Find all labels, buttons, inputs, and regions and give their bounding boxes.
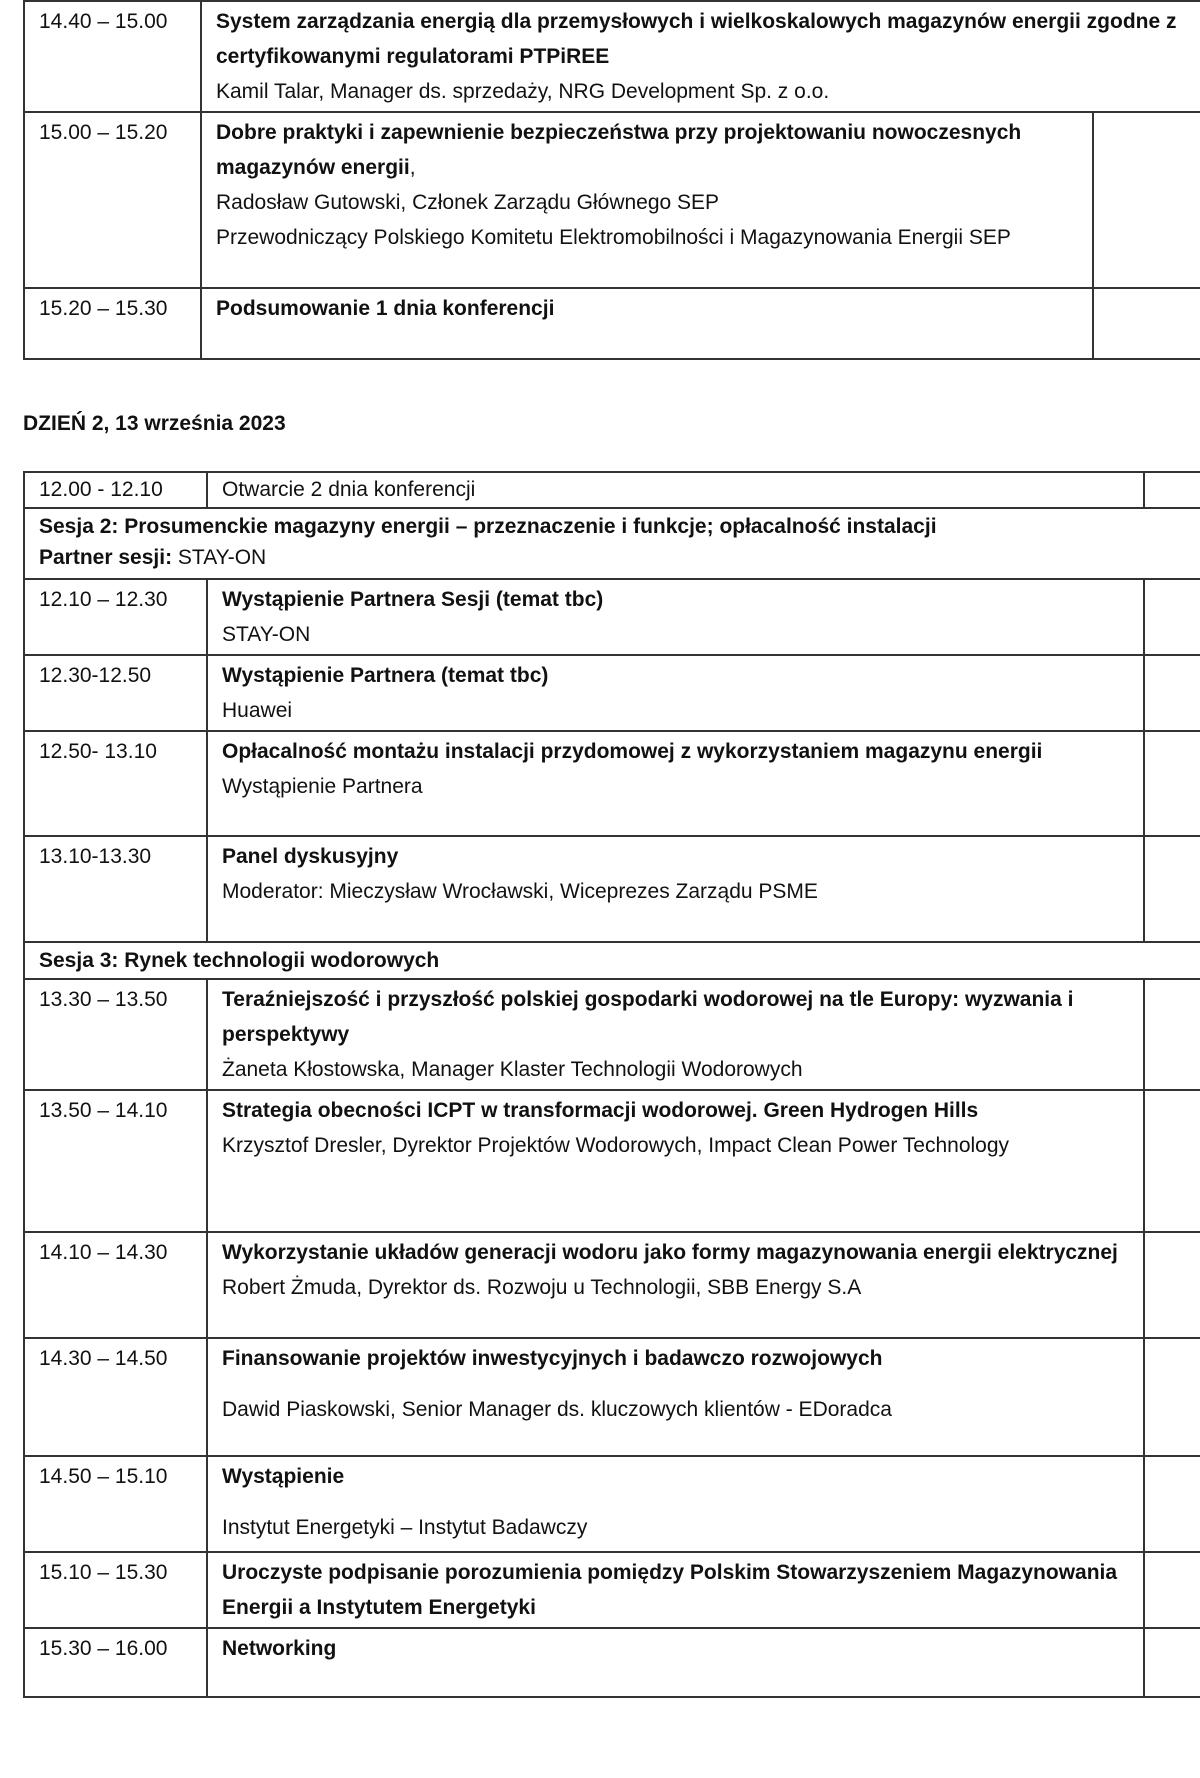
- talk-title: [222, 1631, 1129, 1666]
- speaker-line: Wystąpienie Partnera: [222, 775, 423, 798]
- talk-title: [222, 839, 1129, 874]
- agenda-row: [24, 1628, 1200, 1697]
- content-cell: [207, 1338, 1144, 1456]
- session-title: Sesja 3: Rynek technologii wodorowych: [39, 949, 440, 972]
- empty-cell: [1093, 112, 1200, 288]
- speaker-line: Radosław Gutowski, Członek Zarządu Głównego SEP: [216, 191, 720, 214]
- talk-title: [222, 1093, 1129, 1128]
- talk-title-text: Wykorzystanie układów generacji wodoru jako formy magazynowania energii elektrycznej: [222, 1241, 1118, 1264]
- agenda-row: [24, 112, 1200, 288]
- content-cell: [207, 731, 1144, 836]
- content-cell: [207, 1232, 1144, 1338]
- day1-agenda-table: [23, 0, 1200, 360]
- time-cell: 13.30 – 13.50: [24, 979, 207, 1090]
- time-cell: 14.30 – 14.50: [24, 1338, 207, 1456]
- empty-cell: [1144, 979, 1200, 1090]
- talk-title-text: Opłacalność montażu instalacji przydomowej z wykorzystaniem magazynu energii: [222, 740, 1043, 763]
- empty-cell: [1144, 1338, 1200, 1456]
- day2-agenda-table: [23, 471, 1200, 1698]
- spacer: [222, 1494, 1129, 1510]
- content-cell: [207, 979, 1144, 1090]
- spacer: [222, 1376, 1129, 1392]
- talk-title-text: Teraźniejszość i przyszłość polskiej gospodarki wodorowej na tle Europy: wyzwania i perspektywy: [222, 988, 1074, 1046]
- content-cell: [207, 1090, 1144, 1232]
- session-cell: [24, 942, 1200, 979]
- talk-title: [222, 1555, 1129, 1625]
- speaker-line: Żaneta Kłostowska, Manager Klaster Technologii Wodorowych: [222, 1058, 803, 1081]
- content-cell: [201, 112, 1093, 288]
- talk-title-text: System zarządzania energią dla przemysłowych i wielkoskalowych magazynów energii zgodne z certyfikowanymi regulatorami PTPiREE: [216, 10, 1177, 68]
- speaker-line: Kamil Talar, Manager ds. sprzedaży, NRG Development Sp. z o.o.: [216, 80, 830, 103]
- speaker-line: Przewodniczący Polskiego Komitetu Elektromobilności i Magazynowania Energii SEP: [216, 226, 1011, 249]
- talk-title: [222, 582, 1129, 617]
- content-cell: [201, 288, 1093, 359]
- talk-title-text: Wystąpienie Partnera (temat tbc): [222, 664, 549, 687]
- empty-cell: [1093, 288, 1200, 359]
- content-cell: Otwarcie 2 dnia konferencji: [207, 472, 1144, 508]
- talk-title: [222, 1459, 1129, 1494]
- speaker-line: Huawei: [222, 699, 293, 722]
- agenda-row: [24, 1090, 1200, 1232]
- talk-title-text: Panel dyskusyjny: [222, 845, 399, 868]
- session-title: Sesja 2: Prosumenckie magazyny energii – przeznaczenie i funkcje; opłacalność instalacji: [39, 515, 937, 538]
- time-cell: 15.10 – 15.30: [24, 1552, 207, 1628]
- agenda-row: [24, 1456, 1200, 1552]
- empty-cell: [1144, 472, 1200, 508]
- speaker-line: Dawid Piaskowski, Senior Manager ds. kluczowych klientów - EDoradca: [222, 1398, 892, 1421]
- time-cell: 13.50 – 14.10: [24, 1090, 207, 1232]
- agenda-row: [24, 836, 1200, 942]
- talk-title-text: Wystąpienie Partnera Sesji (temat tbc): [222, 588, 604, 611]
- agenda-row: [24, 1338, 1200, 1456]
- talk-title-text: Podsumowanie 1 dnia konferencji: [216, 297, 555, 320]
- speaker-line: Robert Żmuda, Dyrektor ds. Rozwoju u Technologii, SBB Energy S.A: [222, 1276, 862, 1299]
- session-partner: [39, 542, 1186, 573]
- content-cell: [201, 1, 1200, 112]
- talk-title: [216, 4, 1186, 74]
- talk-title-text: Wystąpienie: [222, 1465, 345, 1488]
- time-cell: 15.00 – 15.20: [24, 112, 201, 288]
- content-cell: [207, 655, 1144, 731]
- content-cell: [207, 579, 1144, 655]
- title-suffix: ,: [409, 156, 416, 179]
- agenda-row: [24, 979, 1200, 1090]
- agenda-row: [24, 1, 1200, 112]
- talk-title: [216, 115, 1078, 185]
- time-cell: 14.10 – 14.30: [24, 1232, 207, 1338]
- talk-title-text: Strategia obecności ICPT w transformacji wodorowej. Green Hydrogen Hills: [222, 1099, 979, 1122]
- speaker-line: STAY-ON: [222, 623, 311, 646]
- agenda-row: [24, 731, 1200, 836]
- talk-title: [222, 658, 1129, 693]
- time-cell: 12.00 - 12.10: [24, 472, 207, 508]
- empty-cell: [1144, 731, 1200, 836]
- time-cell: 15.20 – 15.30: [24, 288, 201, 359]
- talk-title: [222, 734, 1129, 769]
- empty-cell: [1144, 1232, 1200, 1338]
- empty-cell: [1144, 1456, 1200, 1552]
- content-cell: [207, 1456, 1144, 1552]
- agenda-row: [24, 579, 1200, 655]
- partner-name: STAY-ON: [172, 546, 267, 569]
- day2-heading: DZIEŃ 2, 13 września 2023: [23, 412, 286, 435]
- talk-title-text: Networking: [222, 1637, 337, 1660]
- time-cell: 14.50 – 15.10: [24, 1456, 207, 1552]
- empty-cell: [1144, 836, 1200, 942]
- empty-cell: [1144, 655, 1200, 731]
- agenda-row: [24, 1552, 1200, 1628]
- talk-title-text: Dobre praktyki i zapewnienie bezpieczeństwa przy projektowaniu nowoczesnych magazynów energii: [216, 121, 1022, 179]
- agenda-row: [24, 655, 1200, 731]
- time-cell: 12.30-12.50: [24, 655, 207, 731]
- speaker-line: Moderator: Mieczysław Wrocławski, Wiceprezes Zarządu PSME: [222, 880, 818, 903]
- session-cell: [24, 508, 1200, 579]
- time-cell: 12.50- 13.10: [24, 731, 207, 836]
- time-cell: 12.10 – 12.30: [24, 579, 207, 655]
- empty-cell: [1144, 1090, 1200, 1232]
- empty-cell: [1144, 1628, 1200, 1697]
- empty-cell: [1144, 579, 1200, 655]
- time-cell: 13.10-13.30: [24, 836, 207, 942]
- agenda-row: [24, 288, 1200, 359]
- talk-title: [222, 1235, 1129, 1270]
- empty-cell: [1144, 1552, 1200, 1628]
- talk-title: [222, 982, 1129, 1052]
- talk-title: [222, 1341, 1129, 1376]
- opening-row: [24, 472, 1200, 508]
- talk-title: [216, 291, 1078, 326]
- content-cell: [207, 1628, 1144, 1697]
- time-cell: 15.30 – 16.00: [24, 1628, 207, 1697]
- partner-label: Partner sesji:: [39, 546, 173, 569]
- session-header-row: [24, 942, 1200, 979]
- content-cell: [207, 1552, 1144, 1628]
- speaker-line: Krzysztof Dresler, Dyrektor Projektów Wodorowych, Impact Clean Power Technology: [222, 1134, 1010, 1157]
- session-header-row: [24, 508, 1200, 579]
- content-cell: [207, 836, 1144, 942]
- speaker-line: Instytut Energetyki – Instytut Badawczy: [222, 1516, 588, 1539]
- agenda-row: [24, 1232, 1200, 1338]
- talk-title-text: Finansowanie projektów inwestycyjnych i badawczo rozwojowych: [222, 1347, 883, 1370]
- talk-title-text: Uroczyste podpisanie porozumienia pomiędzy Polskim Stowarzyszeniem Magazynowania Energii a Instytutem Energetyki: [222, 1561, 1118, 1619]
- time-cell: 14.40 – 15.00: [24, 1, 201, 112]
